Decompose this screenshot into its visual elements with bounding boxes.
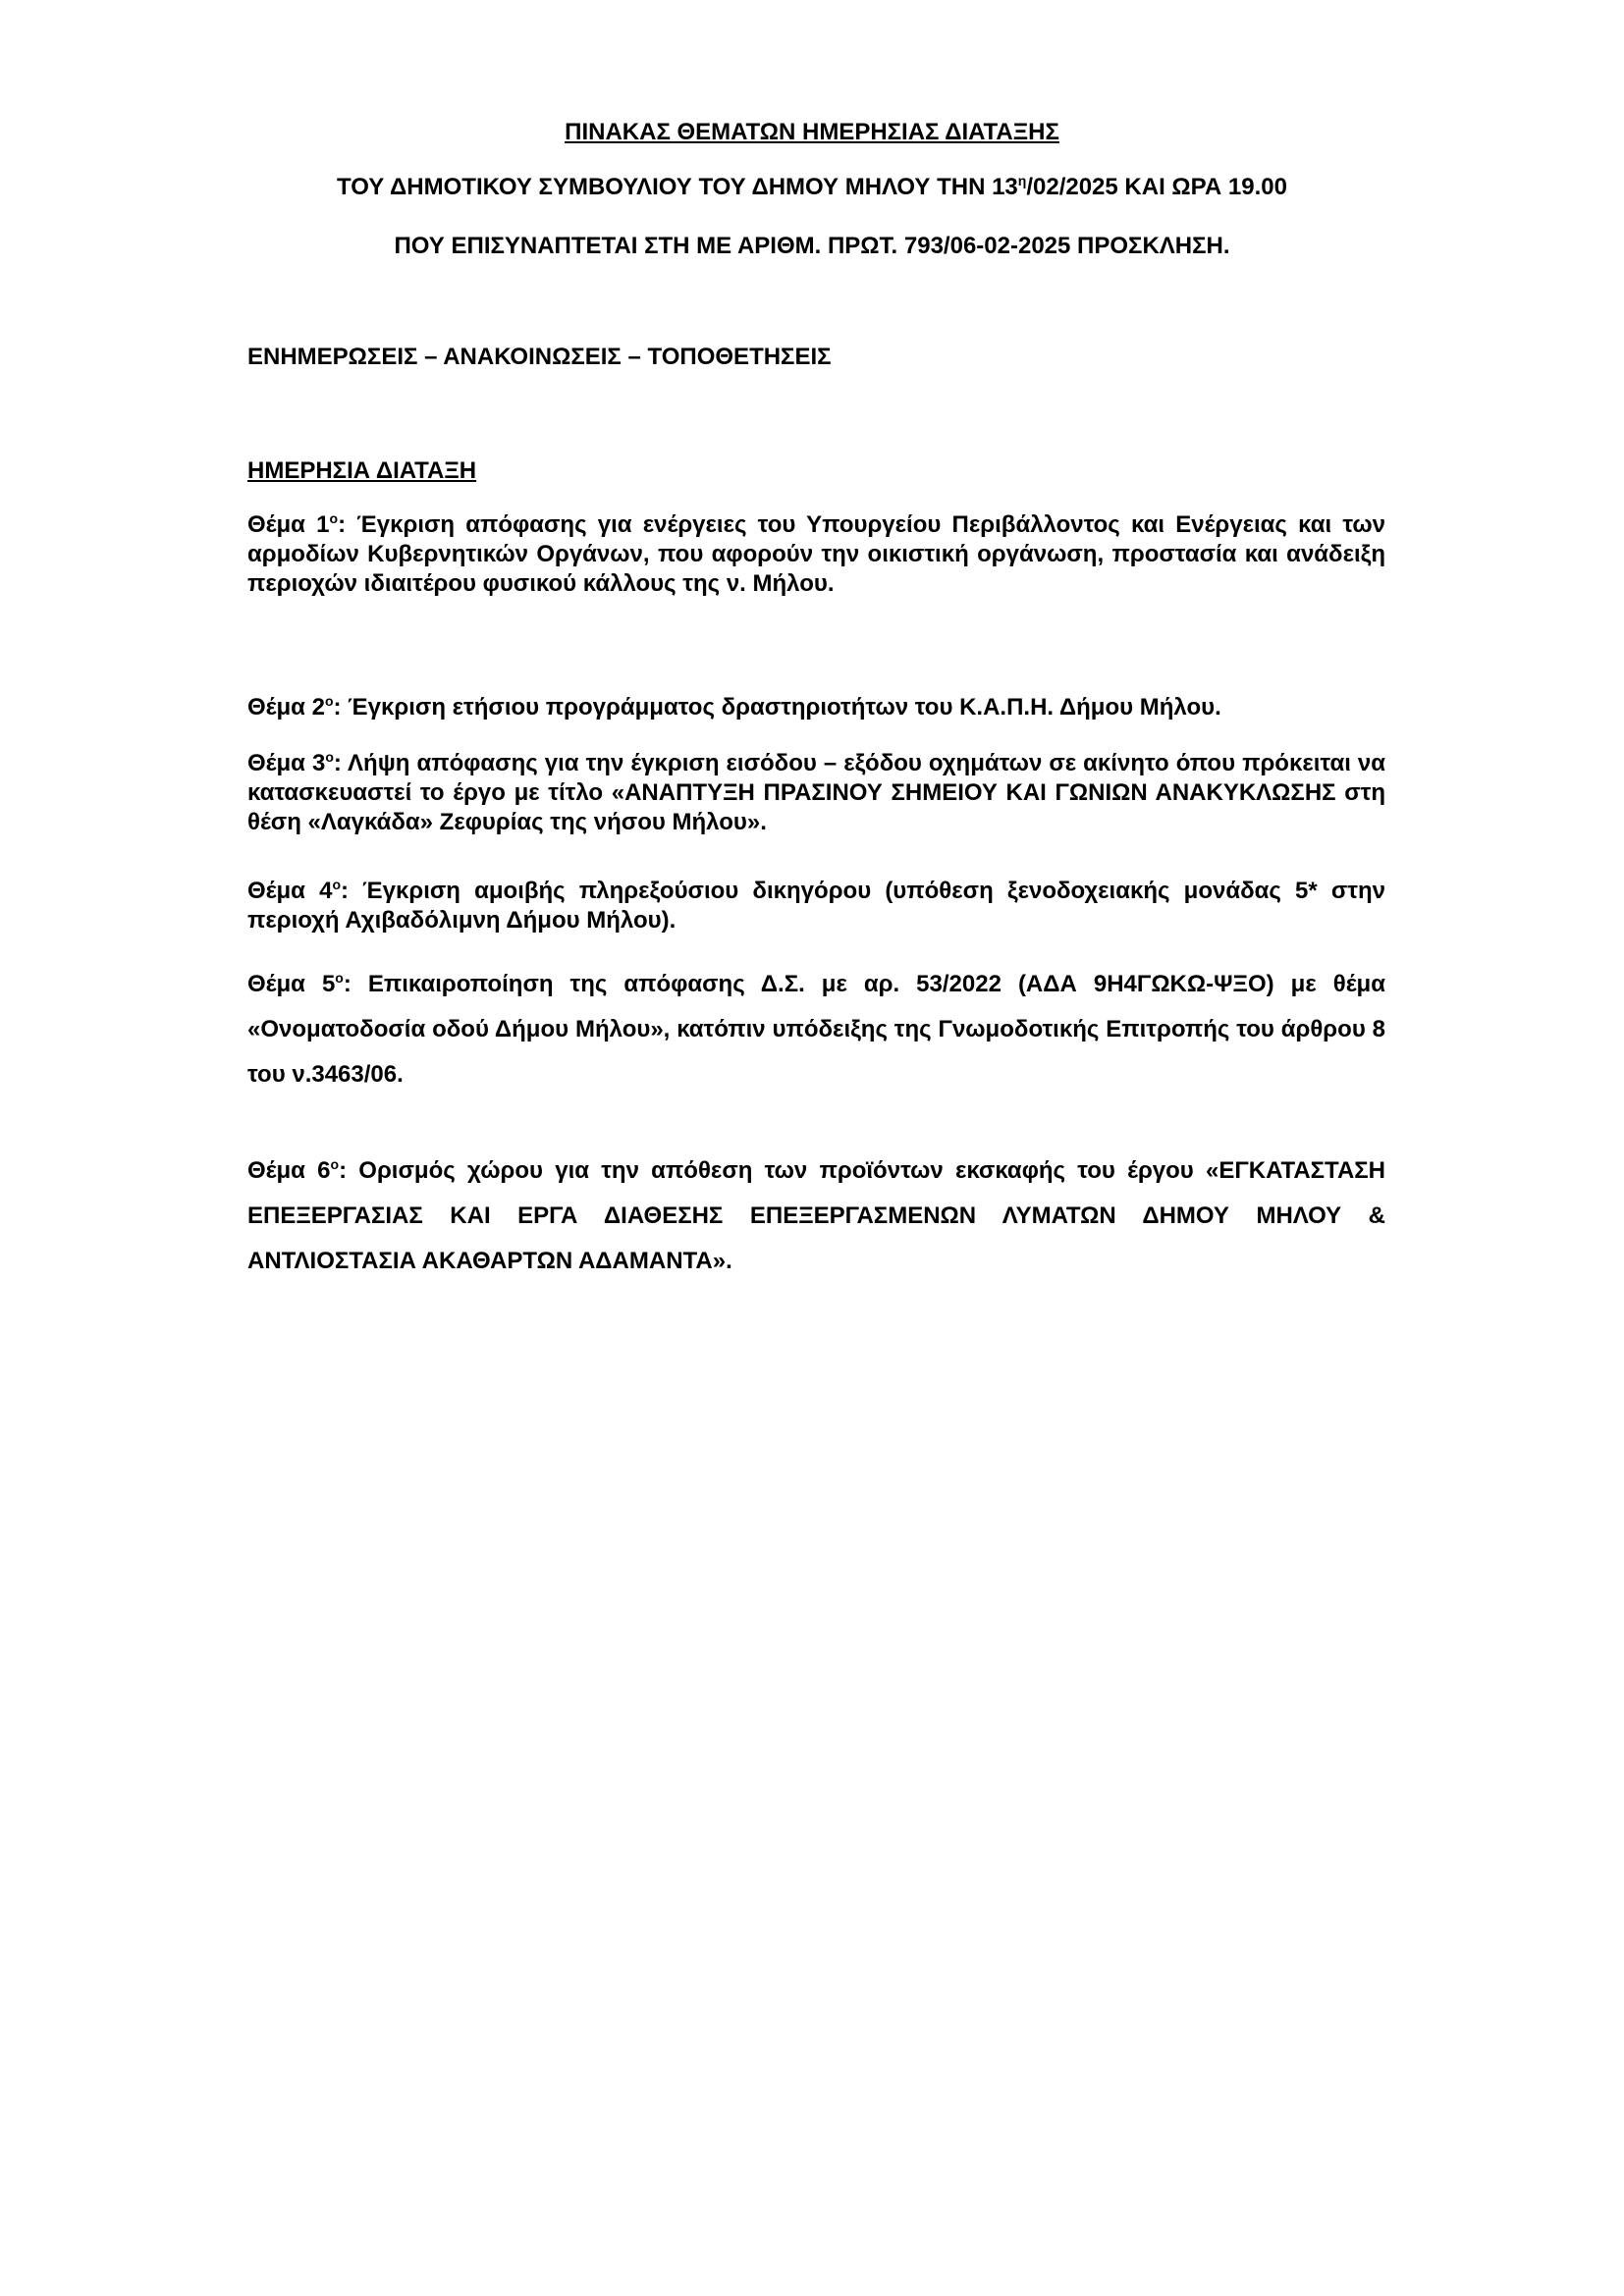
topic-label-sup: ο xyxy=(329,510,339,526)
topic-label-sup: ο xyxy=(325,749,334,765)
agenda-topic-5 xyxy=(247,962,1385,1097)
topic-label: Θέμα 1 xyxy=(247,511,330,538)
topic-text: : Έγκριση ετήσιου προγράμματος δραστηριοτήτων του Κ.Α.Π.Η. Δήμου Μήλου. xyxy=(333,694,1221,721)
meeting-line xyxy=(0,173,1624,202)
topic-label-sup: ο xyxy=(335,970,344,986)
topic-label: Θέμα 3 xyxy=(247,750,326,776)
topic-text: : Λήψη απόφασης για την έγκριση εισόδου – εξόδου οχημάτων σε ακίνητο όπου πρόκειται να κατασκευαστεί το έργο με τίτλο «ΑΝΑΠΤΥΞΗ ΠΡΑΣΙΝΟΥ ΣΗΜΕΙΟΥ ΚΑΙ ΓΩΝΙΩΝ ΑΝΑΚΥΚΛΩΣΗΣ στη θέση «Λαγκάδα» Ζεφυρίας της νήσου Μήλου». xyxy=(247,750,1386,835)
topic-label-sup: ο xyxy=(324,693,334,709)
topic-text: : Ορισμός χώρου για την απόθεση των προϊόντων εκσκαφής του έργου «ΕΓΚΑΤΑΣΤΑΣΗ ΕΠΕΞΕΡΓΑΣΙΑΣ ΚΑΙ ΕΡΓΑ ΔΙΑΘΕΣΗΣ ΕΠΕΞΕΡΓΑΣΜΕΝΩΝ ΛΥΜΑΤΩΝ ΔΗΜΟΥ ΜΗΛΟΥ & ΑΝΤΛΙΟΣΤΑΣΙΑ ΑΚΑΘΑΡΤΩΝ ΑΔΑΜΑΝΤΑ». xyxy=(247,1157,1386,1274)
topic-text: : Έγκριση αμοιβής πληρεξούσιου δικηγόρου (υπόθεση ξενοδοχειακής μονάδας 5* στην περιοχή Αχιβαδόλιμνη Δήμου Μήλου). xyxy=(247,878,1386,934)
topic-text: : Επικαιροποίηση της απόφασης Δ.Σ. με αρ. 53/2022 (ΑΔΑ 9Η4ΓΩΚΩ-ΨΞΟ) με θέμα «Ονοματοδοσία οδού Δήμου Μήλου», κατόπιν υπόδειξης της Γνωμοδοτικής Επιτροπής του άρθρου 8 του ν.3463/06. xyxy=(247,971,1385,1088)
meeting-line-post: /02/2025 ΚΑΙ ΩΡΑ 19.00 xyxy=(1026,174,1287,200)
topic-label-sup: ο xyxy=(330,1156,340,1172)
agenda-topic-2 xyxy=(247,693,1385,722)
meeting-line-sup: η xyxy=(1017,173,1027,188)
topic-label-sup: ο xyxy=(332,877,341,892)
agenda-topic-4 xyxy=(247,877,1385,935)
topic-label: Θέμα 5 xyxy=(247,971,336,997)
document-title: ΠΙΝΑΚΑΣ ΘΕΜΑΤΩΝ ΗΜΕΡΗΣΙΑΣ ΔΙΑΤΑΞΗΣ xyxy=(565,119,1059,145)
agenda-topic-3 xyxy=(247,749,1385,837)
agenda-topic-1 xyxy=(247,510,1385,599)
meeting-line-pre: ΤΟΥ ΔΗΜΟΤΙΚΟΥ ΣΥΜΒΟΥΛΙΟΥ ΤΟΥ ΔΗΜΟΥ ΜΗΛΟΥ ΤΗΝ 13 xyxy=(337,174,1018,200)
agenda-topic-6 xyxy=(247,1148,1385,1284)
topic-text: : Έγκριση απόφασης για ενέργειες του Υπουργείου Περιβάλλοντος και Ενέργειας και των αρμοδίων Κυβερνητικών Οργάνων, που αφορούν την οικιστική οργάνωση, προστασία και ανάδειξη περιοχών ιδιαιτέρου φυσικού κάλλους της ν. Μήλου. xyxy=(247,511,1385,597)
topic-label: Θέμα 6 xyxy=(247,1157,331,1184)
topic-label: Θέμα 2 xyxy=(247,694,325,721)
topic-label: Θέμα 4 xyxy=(247,878,333,904)
announcements-heading: ΕΝΗΜΕΡΩΣΕΙΣ – ΑΝΑΚΟΙΝΩΣΕΙΣ – ΤΟΠΟΘΕΤΗΣΕΙΣ xyxy=(247,344,832,370)
invitation-line: ΠΟΥ ΕΠΙΣΥΝΑΠΤΕΤΑΙ ΣΤΗ ΜΕ ΑΡΙΘΜ. ΠΡΩΤ. 793/06-02-2025 ΠΡΟΣΚΛΗΣΗ. xyxy=(394,233,1230,259)
agenda-heading: ΗΜΕΡΗΣΙΑ ΔΙΑΤΑΞΗ xyxy=(247,457,477,484)
